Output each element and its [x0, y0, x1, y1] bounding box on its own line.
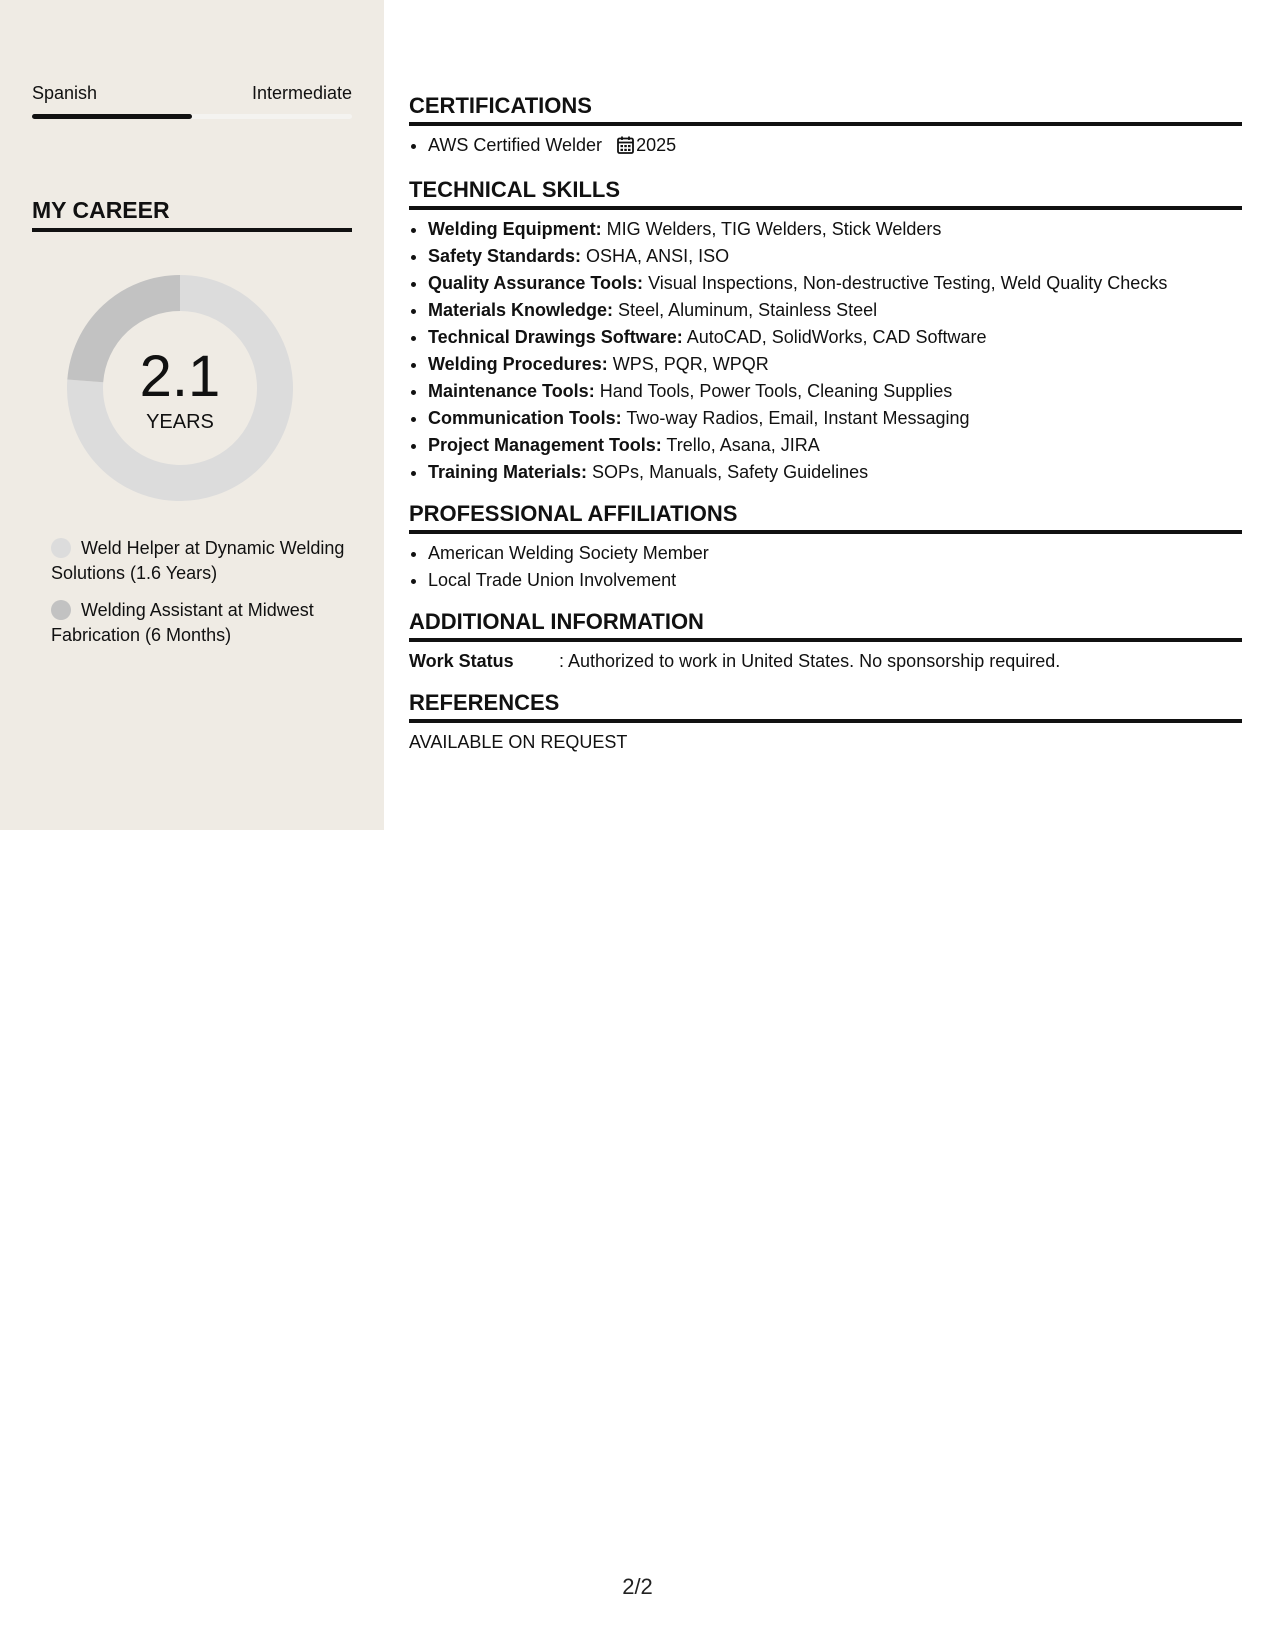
- affiliation-item: • American Welding Society Member: [428, 540, 1242, 567]
- career-total-years: 2.1: [139, 344, 221, 409]
- skill-label: Technical Drawings Software:: [428, 327, 683, 347]
- language-proficiency-fill: [32, 114, 192, 119]
- skill-label: Training Materials:: [428, 462, 588, 482]
- skill-item: [428, 459, 1242, 486]
- skill-value: Two-way Radios, Email, Instant Messaging: [621, 408, 970, 428]
- certifications-list: [409, 132, 1242, 162]
- skill-item: [428, 405, 1242, 432]
- skill-item: [428, 351, 1242, 378]
- technical-skills-list: [409, 216, 1242, 486]
- language-level: Intermediate: [251, 83, 352, 103]
- skill-item: [428, 216, 1242, 243]
- skill-value: Steel, Aluminum, Stainless Steel: [613, 300, 878, 320]
- work-status-value: : Authorized to work in United States. No sponsorship required.: [559, 651, 1061, 671]
- certifications-title: CERTIFICATIONS: [409, 92, 1242, 126]
- certification-item: [428, 132, 1242, 162]
- skill-item: [428, 324, 1242, 351]
- career-legend-label: Welding Assistant at Midwest Fabrication (6 Months): [51, 600, 314, 645]
- skill-item: [428, 297, 1242, 324]
- career-legend-item: [51, 536, 351, 586]
- affiliations-section: [409, 500, 1242, 594]
- sidebar: [0, 0, 384, 830]
- skill-label: Safety Standards:: [428, 246, 582, 266]
- technical-skills-title: TECHNICAL SKILLS: [409, 176, 1242, 210]
- references-title: REFERENCES: [409, 689, 1242, 723]
- career-legend-label: Weld Helper at Dynamic Welding Solutions (1.6 Years): [51, 538, 345, 583]
- skill-label: Communication Tools:: [428, 408, 622, 428]
- technical-skills-section: [409, 176, 1242, 486]
- additional-info-title: ADDITIONAL INFORMATION: [409, 608, 1242, 642]
- language-row: [32, 82, 352, 104]
- page-number: 2/2: [622, 1574, 653, 1599]
- affiliations-title: PROFESSIONAL AFFILIATIONS: [409, 500, 1242, 534]
- certifications-section: [409, 92, 1242, 162]
- skill-value: SOPs, Manuals, Safety Guidelines: [587, 462, 869, 482]
- main-content: [409, 92, 1242, 770]
- certification-year: 2025: [636, 135, 677, 155]
- career-total-unit: YEARS: [146, 411, 214, 433]
- career-section-title: MY CAREER: [32, 196, 352, 232]
- skill-value: AutoCAD, SolidWorks, CAD Software: [682, 327, 987, 347]
- career-legend-item: [51, 598, 351, 648]
- references-text: AVAILABLE ON REQUEST: [409, 732, 628, 752]
- skill-item: [428, 378, 1242, 405]
- affiliation-item: • Local Trade Union Involvement: [428, 567, 1242, 594]
- skill-label: Welding Procedures:: [428, 354, 608, 374]
- skill-item: [428, 432, 1242, 459]
- skill-value: WPS, PQR, WPQR: [607, 354, 769, 374]
- language-proficiency-bar: [32, 114, 352, 119]
- legend-dot: [51, 600, 71, 620]
- certification-name: AWS Certified Welder: [428, 135, 603, 155]
- skill-value: Trello, Asana, JIRA: [661, 435, 820, 455]
- skill-label: Welding Equipment:: [428, 219, 602, 239]
- skill-label: Quality Assurance Tools:: [428, 273, 644, 293]
- work-status-label: Work Status: [409, 651, 514, 671]
- skill-value: OSHA, ANSI, ISO: [581, 246, 730, 266]
- skill-item: [428, 243, 1242, 270]
- career-donut-chart: [67, 275, 293, 501]
- skill-label: Materials Knowledge:: [428, 300, 614, 320]
- calendar-icon: [617, 135, 634, 162]
- work-status-row: [409, 648, 1242, 675]
- skill-value: Hand Tools, Power Tools, Cleaning Supplies: [594, 381, 953, 401]
- references-section: [409, 689, 1242, 756]
- skill-label: Maintenance Tools:: [428, 381, 595, 401]
- skill-value: MIG Welders, TIG Welders, Stick Welders: [601, 219, 942, 239]
- career-legend: [51, 536, 351, 660]
- skill-item: [428, 270, 1242, 297]
- skill-value: Visual Inspections, Non-destructive Testing, Weld Quality Checks: [643, 273, 1168, 293]
- additional-info-section: [409, 608, 1242, 675]
- skill-label: Project Management Tools:: [428, 435, 662, 455]
- legend-dot: [51, 538, 71, 558]
- language-name: Spanish: [32, 83, 98, 103]
- affiliations-list: [409, 540, 1242, 594]
